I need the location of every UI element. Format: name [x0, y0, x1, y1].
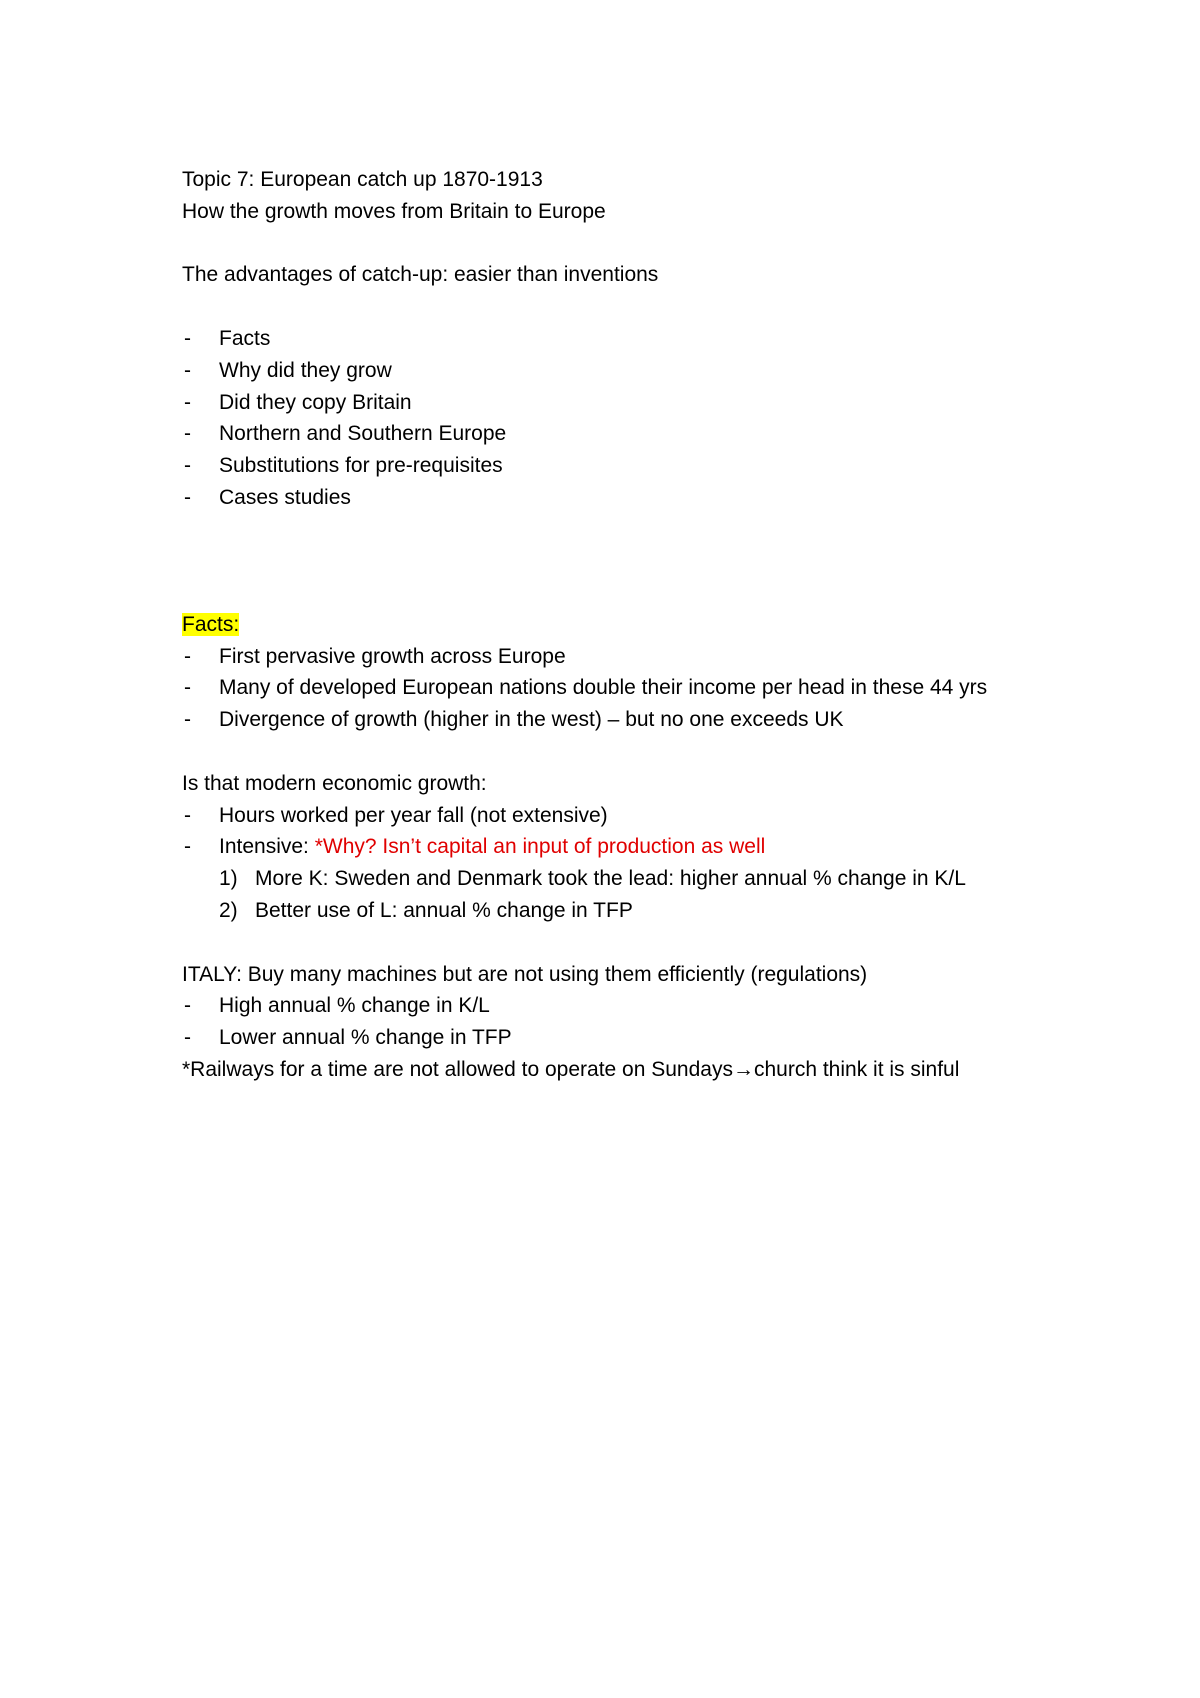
- bullet-dash: -: [184, 390, 191, 414]
- bullet-dash: -: [184, 358, 191, 382]
- list-item: [182, 387, 1062, 419]
- list-item: [182, 672, 1062, 704]
- document-title: Topic 7: European catch up 1870-1913: [182, 168, 543, 191]
- bullet-dash: -: [184, 422, 191, 446]
- list-item: [182, 1022, 1062, 1054]
- bullet-dash: -: [184, 994, 191, 1018]
- list-item-text: Lower annual % change in TFP: [219, 1026, 512, 1050]
- italy-heading: ITALY: Buy many machines but are not using them efficiently (regulations): [182, 962, 868, 986]
- list-item-text: Cases studies: [219, 485, 351, 509]
- modern-growth-list: [182, 800, 1062, 864]
- list-item-text: Facts: [219, 326, 271, 350]
- numbered-list: [182, 863, 1062, 927]
- list-item: [182, 641, 1062, 673]
- number-marker: 2): [219, 898, 238, 922]
- list-item-text: Hours worked per year fall (not extensive): [219, 803, 608, 827]
- list-item-text: High annual % change in K/L: [219, 994, 490, 1018]
- document-subtitle: How the growth moves from Britain to Europe: [182, 199, 606, 223]
- list-item: [182, 704, 1062, 736]
- bullet-dash: -: [184, 676, 191, 700]
- list-item-text: Substitutions for pre-requisites: [219, 454, 503, 478]
- railways-note-text: *Railways for a time are not allowed to operate on Sundays: [182, 1057, 733, 1081]
- numbered-item-text: More K: Sweden and Denmark took the lead: higher annual % change in K/L: [255, 867, 966, 891]
- list-item: [182, 800, 1062, 832]
- bullet-dash: -: [184, 326, 191, 350]
- list-item: [182, 831, 1062, 863]
- number-marker: 1): [219, 867, 238, 891]
- numbered-item: [182, 863, 1062, 895]
- red-note: *Why? Isn’t capital an input of production as well: [314, 835, 766, 859]
- outline-list: [182, 323, 1062, 514]
- numbered-item-text: Better use of L: annual % change in TFP: [255, 898, 633, 922]
- facts-heading-highlight: Facts:: [182, 612, 240, 636]
- document-body: [182, 164, 1062, 1086]
- railways-note: [182, 1054, 1062, 1086]
- list-item: [182, 323, 1062, 355]
- numbered-item: [182, 895, 1062, 927]
- bullet-dash: -: [184, 708, 191, 732]
- arrow-right-icon: →: [732, 1057, 754, 1081]
- list-item-text: Many of developed European nations double their income per head in these 44 yrs: [219, 676, 988, 700]
- bullet-dash: -: [184, 835, 191, 859]
- list-item-text: Intensive:: [219, 835, 315, 859]
- list-item: [182, 990, 1062, 1022]
- list-item-text: Northern and Southern Europe: [219, 422, 507, 446]
- modern-growth-heading: Is that modern economic growth:: [182, 771, 487, 795]
- list-item: [182, 355, 1062, 387]
- list-item-text: Divergence of growth (higher in the west) – but no one exceeds UK: [219, 708, 844, 732]
- list-item-text: Why did they grow: [219, 358, 392, 382]
- facts-heading: [182, 609, 1062, 641]
- bullet-dash: -: [184, 485, 191, 509]
- italy-list: [182, 990, 1062, 1054]
- advantages-line: The advantages of catch-up: easier than inventions: [182, 263, 659, 287]
- bullet-dash: -: [184, 803, 191, 827]
- bullet-dash: -: [184, 454, 191, 478]
- railways-note-text: church think it is sinful: [753, 1057, 960, 1081]
- list-item-text: Did they copy Britain: [219, 390, 412, 414]
- facts-list: [182, 641, 1062, 736]
- list-item: [182, 450, 1062, 482]
- list-item-text: First pervasive growth across Europe: [219, 644, 566, 668]
- list-item: [182, 418, 1062, 450]
- bullet-dash: -: [184, 644, 191, 668]
- bullet-dash: -: [184, 1026, 191, 1050]
- list-item: [182, 482, 1062, 514]
